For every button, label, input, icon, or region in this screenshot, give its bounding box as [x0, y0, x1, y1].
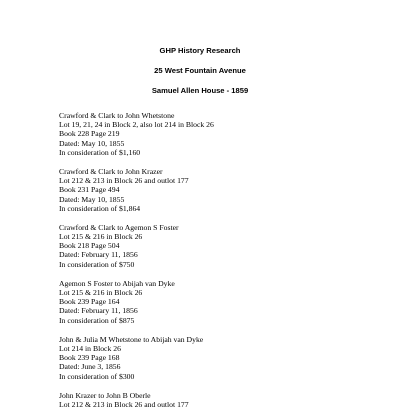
deed-lots: Lot 214 in Block 26	[59, 343, 121, 353]
deed-lots: Lot 212 & 213 in Block 26 and outlot 177	[59, 176, 189, 186]
deed-parties: Agemon S Foster to Abijah van Dyke	[59, 278, 175, 288]
deed-book-page: Book 239 Page 168	[59, 353, 120, 363]
deed-consideration: In consideration of $750	[59, 259, 135, 269]
deed-record	[59, 167, 379, 213]
deed-parties: Crawford & Clark to John Whetstone	[59, 111, 175, 120]
deed-record	[59, 111, 379, 157]
deed-book-page: Book 239 Page 164	[59, 297, 120, 307]
deed-consideration: In consideration of $875	[59, 315, 135, 325]
deed-parties: Crawford & Clark to Agemon S Foster	[59, 222, 179, 232]
deed-parties: John & Julia M Whetstone to Abijah van Dyke	[59, 334, 204, 344]
deed-book-page: Book 231 Page 494	[59, 185, 120, 195]
deed-lots: Lot 215 & 216 in Block 26	[59, 288, 143, 297]
deed-date: Dated: May 10, 1855	[59, 138, 125, 148]
deed-consideration: In consideration of $1,864	[59, 203, 141, 213]
deed-record	[59, 335, 379, 381]
deed-book-page: Book 218 Page 504	[59, 241, 120, 251]
property-address: 25 West Fountain Avenue	[154, 66, 246, 75]
document-title: GHP History Research	[159, 46, 241, 55]
deed-records	[59, 111, 379, 419]
deed-lots: Lot 19, 21, 24 in Block 2, also lot 214 in Block 26	[59, 120, 214, 130]
deed-consideration: In consideration of $300	[59, 371, 135, 381]
deed-date: Dated: February 11, 1856	[59, 306, 138, 316]
house-name: Samuel Allen House - 1859	[151, 86, 249, 95]
deed-parties: Crawford & Clark to John Krazer	[59, 166, 163, 176]
deed-record	[59, 279, 379, 325]
deed-consideration: In consideration of $1,160	[59, 147, 141, 157]
deed-lots: Lot 212 & 213 in Block 26 and outlot 177	[59, 399, 189, 409]
deed-date: Dated: May 10, 1855	[59, 194, 125, 204]
deed-date: Dated: February 11, 1856	[59, 250, 138, 260]
deed-parties: John Krazer to John B Oberle	[59, 390, 151, 400]
deed-date: Dated: June 3, 1856	[59, 362, 121, 372]
deed-lots: Lot 215 & 216 in Block 26	[59, 232, 143, 242]
deed-record	[59, 223, 379, 269]
deed-book-page: Book 228 Page 219	[59, 129, 120, 139]
